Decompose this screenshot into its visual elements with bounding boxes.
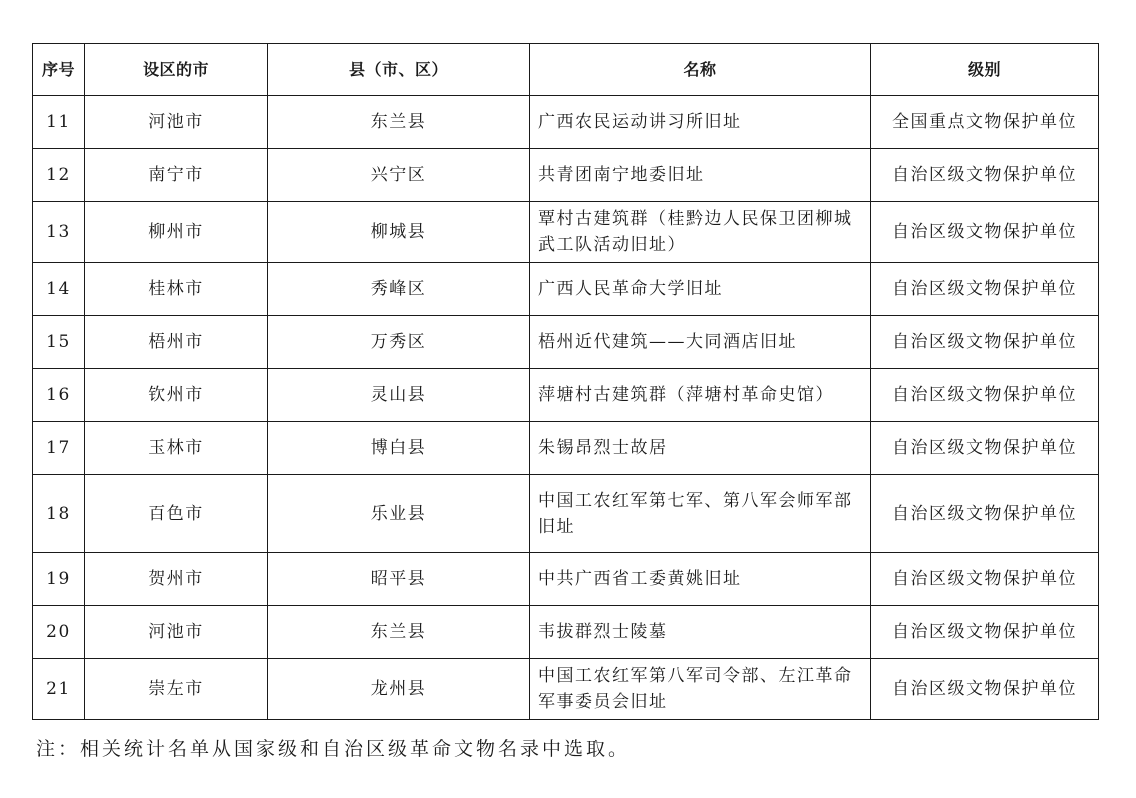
cell-level: 自治区级文物保护单位	[871, 263, 1099, 316]
cell-level: 全国重点文物保护单位	[871, 96, 1099, 149]
cell-level: 自治区级文物保护单位	[871, 369, 1099, 422]
cell-name: 朱锡昂烈士故居	[530, 422, 871, 475]
cell-city: 百色市	[85, 475, 268, 553]
cell-name: 梧州近代建筑——大同酒店旧址	[530, 316, 871, 369]
heritage-table	[32, 43, 1099, 720]
header-county: 县（市、区）	[268, 44, 530, 96]
cell-serial: 14	[33, 263, 85, 316]
header-serial: 序号	[33, 44, 85, 96]
cell-name: 广西人民革命大学旧址	[530, 263, 871, 316]
header-city: 设区的市	[85, 44, 268, 96]
table-row	[33, 475, 1099, 553]
cell-name: 覃村古建筑群（桂黔边人民保卫团柳城武工队活动旧址）	[530, 202, 871, 263]
header-level: 级别	[871, 44, 1099, 96]
cell-county: 柳城县	[268, 202, 530, 263]
cell-city: 崇左市	[85, 659, 268, 720]
cell-level: 自治区级文物保护单位	[871, 422, 1099, 475]
table-row	[33, 96, 1099, 149]
cell-serial: 12	[33, 149, 85, 202]
table-row	[33, 659, 1099, 720]
cell-county: 东兰县	[268, 606, 530, 659]
footnote: 注：相关统计名单从国家级和自治区级革命文物名录中选取。	[36, 738, 631, 760]
cell-county: 灵山县	[268, 369, 530, 422]
cell-serial: 11	[33, 96, 85, 149]
cell-county: 万秀区	[268, 316, 530, 369]
cell-county: 兴宁区	[268, 149, 530, 202]
cell-level: 自治区级文物保护单位	[871, 606, 1099, 659]
table-header-row	[33, 44, 1099, 96]
cell-city: 玉林市	[85, 422, 268, 475]
cell-serial: 21	[33, 659, 85, 720]
cell-level: 自治区级文物保护单位	[871, 149, 1099, 202]
table-row	[33, 553, 1099, 606]
cell-county: 秀峰区	[268, 263, 530, 316]
cell-city: 河池市	[85, 606, 268, 659]
cell-city: 桂林市	[85, 263, 268, 316]
cell-name: 广西农民运动讲习所旧址	[530, 96, 871, 149]
table-row	[33, 422, 1099, 475]
cell-city: 钦州市	[85, 369, 268, 422]
cell-city: 柳州市	[85, 202, 268, 263]
cell-county: 东兰县	[268, 96, 530, 149]
cell-level: 自治区级文物保护单位	[871, 202, 1099, 263]
cell-level: 自治区级文物保护单位	[871, 475, 1099, 553]
header-name: 名称	[530, 44, 871, 96]
cell-serial: 18	[33, 475, 85, 553]
cell-serial: 17	[33, 422, 85, 475]
table-row	[33, 263, 1099, 316]
cell-name: 中国工农红军第七军、第八军会师军部旧址	[530, 475, 871, 553]
cell-serial: 16	[33, 369, 85, 422]
cell-level: 自治区级文物保护单位	[871, 316, 1099, 369]
cell-level: 自治区级文物保护单位	[871, 659, 1099, 720]
cell-city: 贺州市	[85, 553, 268, 606]
cell-county: 龙州县	[268, 659, 530, 720]
cell-serial: 19	[33, 553, 85, 606]
cell-county: 昭平县	[268, 553, 530, 606]
table-row	[33, 149, 1099, 202]
table-row	[33, 202, 1099, 263]
cell-name: 中共广西省工委黄姚旧址	[530, 553, 871, 606]
cell-city: 南宁市	[85, 149, 268, 202]
cell-serial: 15	[33, 316, 85, 369]
table-row	[33, 369, 1099, 422]
cell-name: 中国工农红军第八军司令部、左江革命军事委员会旧址	[530, 659, 871, 720]
cell-county: 博白县	[268, 422, 530, 475]
cell-level: 自治区级文物保护单位	[871, 553, 1099, 606]
cell-name: 共青团南宁地委旧址	[530, 149, 871, 202]
cell-county: 乐业县	[268, 475, 530, 553]
cell-city: 河池市	[85, 96, 268, 149]
table-row	[33, 606, 1099, 659]
cell-serial: 13	[33, 202, 85, 263]
cell-city: 梧州市	[85, 316, 268, 369]
cell-serial: 20	[33, 606, 85, 659]
table-row	[33, 316, 1099, 369]
cell-name: 韦拔群烈士陵墓	[530, 606, 871, 659]
cell-name: 萍塘村古建筑群（萍塘村革命史馆）	[530, 369, 871, 422]
